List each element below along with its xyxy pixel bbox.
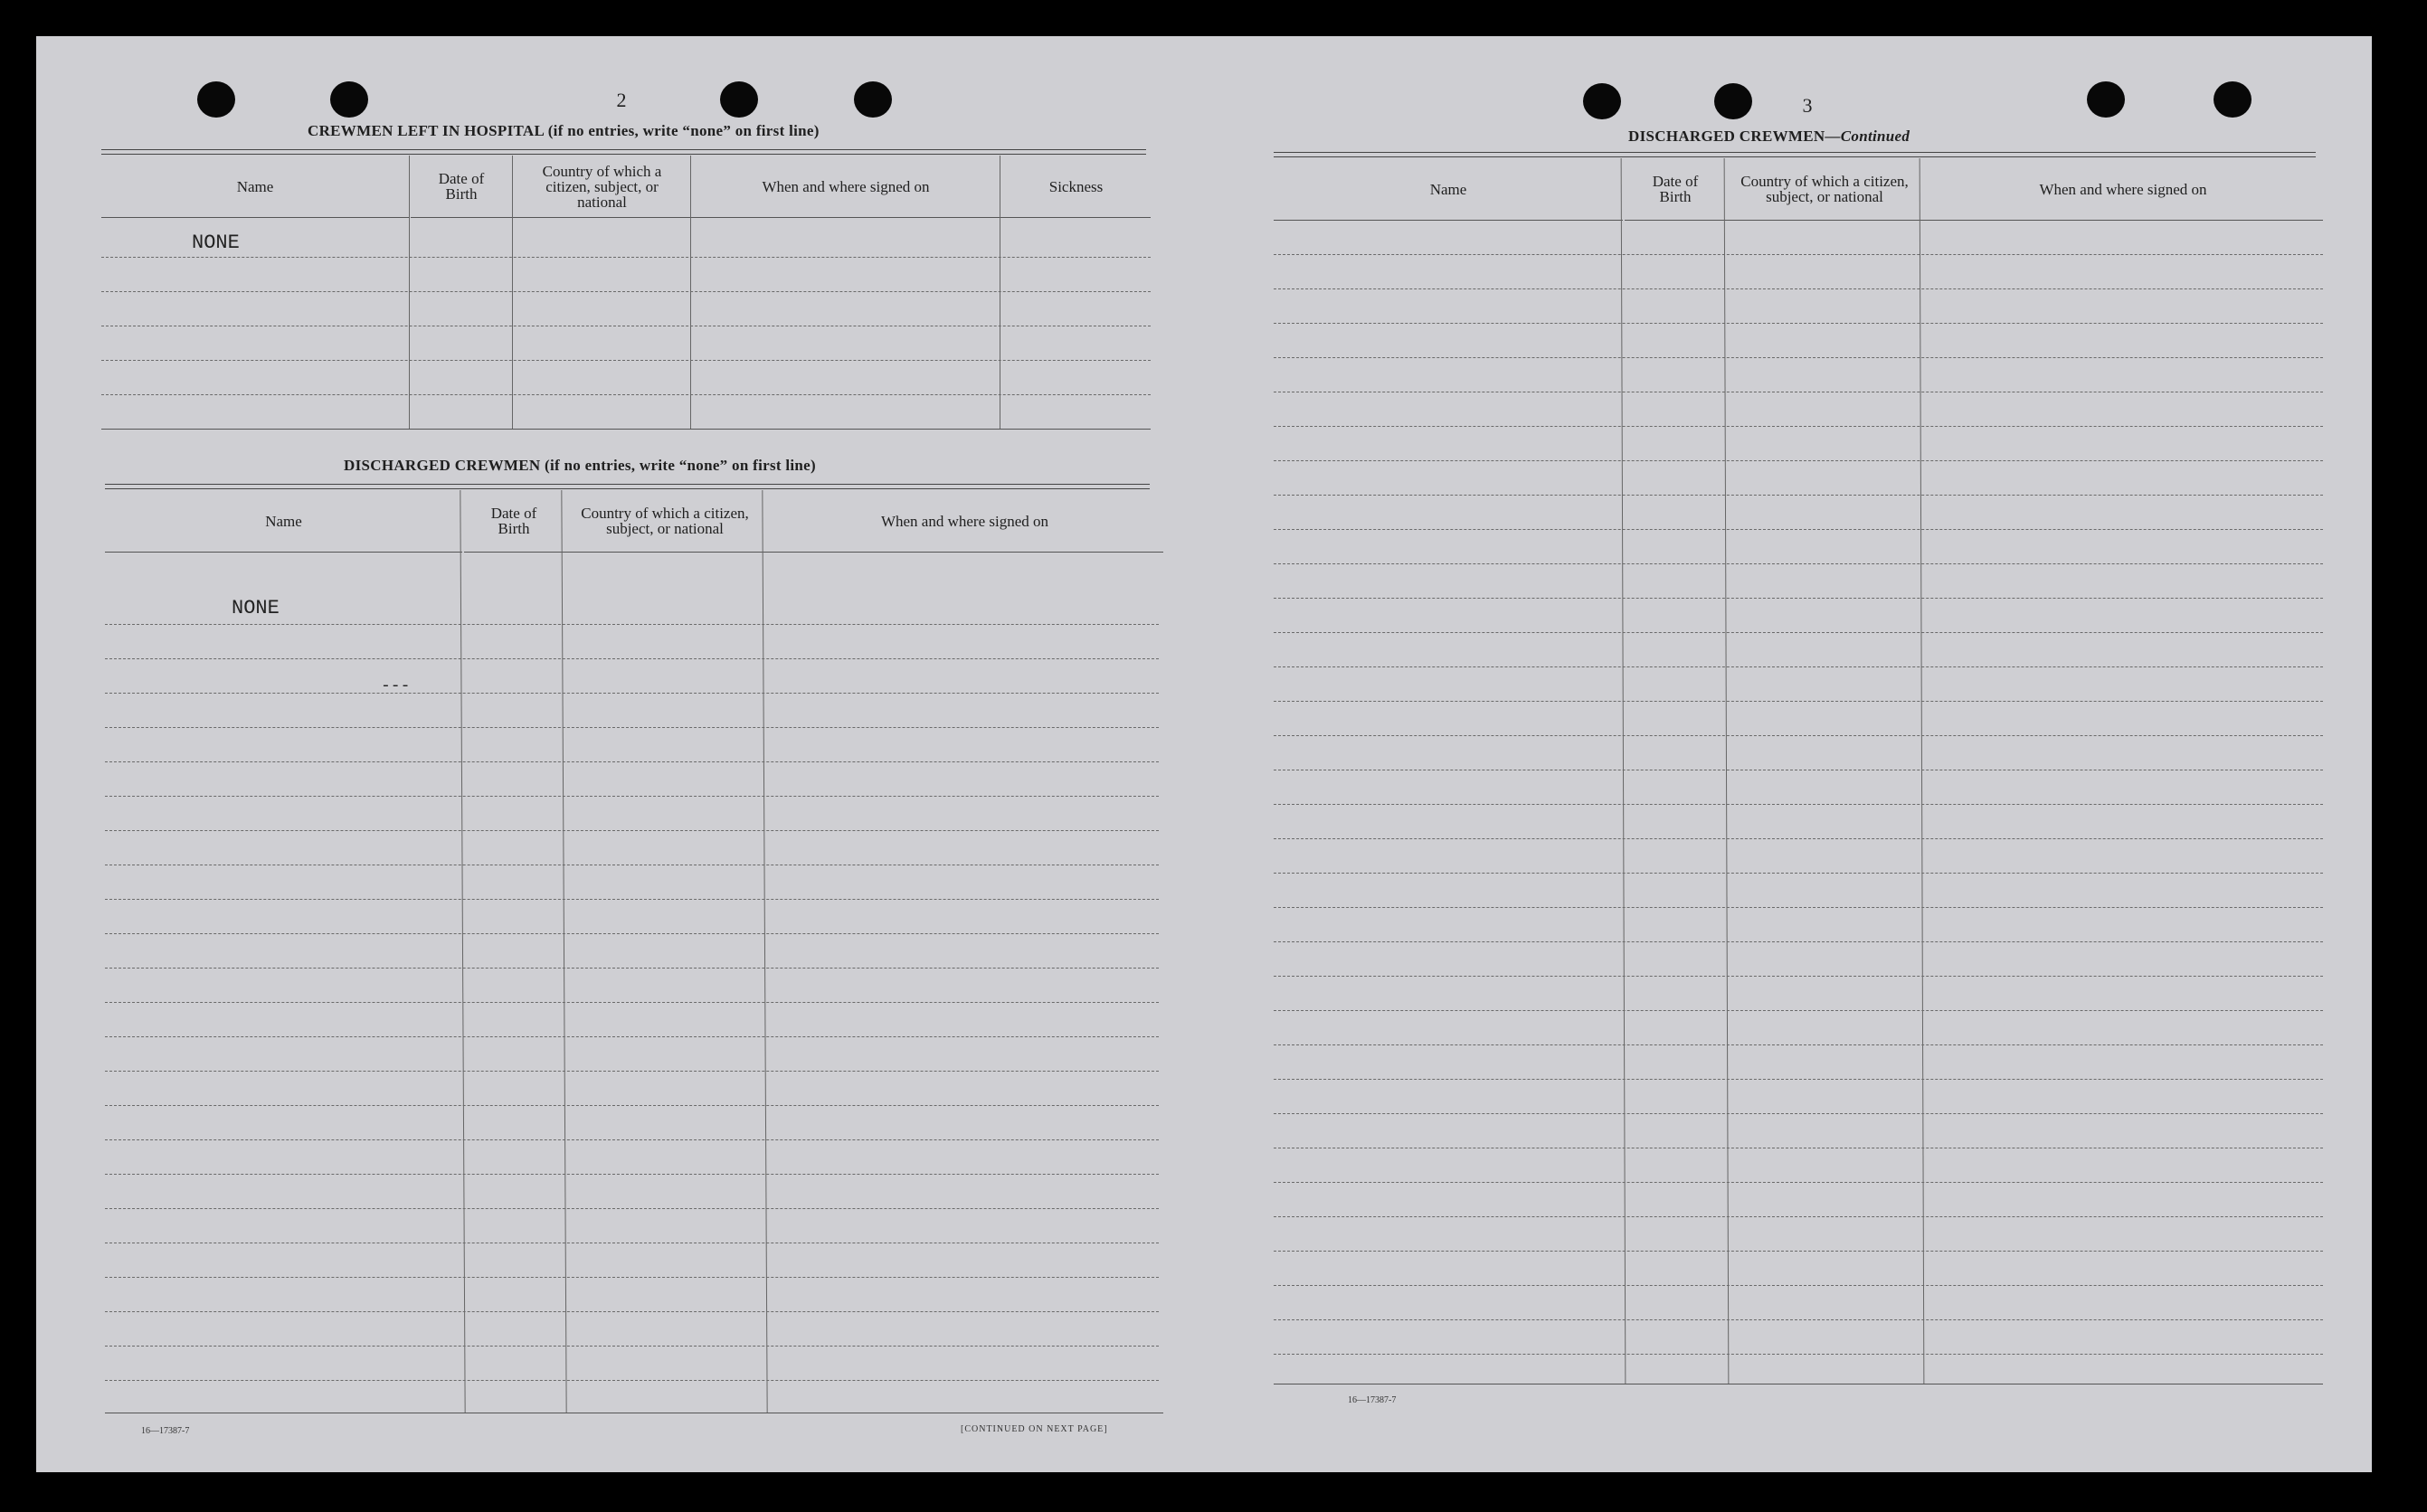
column-divider (1621, 158, 1626, 1384)
column-header-signed-on: When and where signed on (762, 177, 930, 195)
hospital-table (101, 156, 1151, 431)
row-line (1274, 495, 2323, 496)
top-rule (101, 154, 1146, 155)
column-header-country: Country of which a citizen, subject, or national (581, 505, 749, 537)
row-line (101, 394, 1151, 395)
row-line (105, 1346, 1159, 1347)
column-header-name: Name (1429, 180, 1467, 198)
row-line (105, 1277, 1159, 1278)
row-line (1274, 941, 2323, 942)
continued-label: —Continued (1825, 128, 1910, 145)
row-line (105, 899, 1159, 900)
row-line (1274, 1079, 2323, 1080)
column-header-date-of-birth: Date of Birth (438, 170, 485, 203)
row-line (1274, 288, 2323, 289)
row-line (105, 968, 1159, 969)
row-line (1274, 1216, 2323, 1217)
discharged-continued-title (1628, 128, 1910, 146)
row-line (105, 1139, 1159, 1140)
column-divider (512, 156, 513, 429)
discharged-entry-none: NONE (232, 597, 280, 619)
row-line (105, 1380, 1159, 1381)
row-line (1274, 976, 2323, 977)
row-line (1274, 1044, 2323, 1045)
row-line (1274, 735, 2323, 736)
column-header-date-of-birth: Date of Birth (1652, 173, 1699, 205)
row-line (105, 1208, 1159, 1209)
row-line (105, 1105, 1159, 1106)
column-header-sickness: Sickness (1048, 177, 1104, 195)
section-note: (if no entries, write “none” on first line) (545, 457, 816, 474)
discharged-continued-table (1274, 158, 2323, 1384)
row-line (105, 796, 1159, 797)
row-line (1274, 1354, 2323, 1355)
form-number: 16—17387-7 (1348, 1395, 1397, 1405)
row-line (1274, 1182, 2323, 1183)
row-line (105, 658, 1159, 659)
row-line (105, 830, 1159, 831)
column-divider (1920, 158, 1925, 1384)
column-divider (409, 156, 410, 429)
row-line (105, 1174, 1159, 1175)
row-line (105, 693, 1159, 694)
top-rule (105, 484, 1150, 485)
row-line (1274, 666, 2323, 667)
column-header-country: Country of which a citizen, subject, or national (542, 162, 662, 211)
section-note: (if no entries, write “none” on first line) (547, 122, 820, 139)
page-number: 2 (616, 89, 627, 111)
right-page (1203, 36, 2372, 1472)
row-line (1274, 1251, 2323, 1252)
row-line (101, 257, 1151, 258)
row-line (1274, 838, 2323, 839)
top-rule (1274, 152, 2316, 153)
row-line (105, 933, 1159, 934)
hospital-section-title (308, 122, 820, 140)
header-rule (101, 217, 409, 218)
top-rule (101, 149, 1146, 150)
header-rule (1625, 220, 2323, 221)
top-rule (1274, 156, 2316, 157)
row-line (1274, 1285, 2323, 1286)
row-line (101, 360, 1151, 361)
row-line (105, 727, 1159, 728)
column-divider (561, 490, 566, 1413)
hospital-entry-none: NONE (192, 232, 240, 254)
column-header-country: Country of which a citizen, subject, or national (1740, 173, 1909, 205)
row-line (1274, 1113, 2323, 1114)
row-line (1274, 254, 2323, 255)
row-line (1274, 701, 2323, 702)
column-divider (762, 490, 767, 1413)
row-line (1274, 804, 2323, 805)
section-title-text: DISCHARGED CREWMEN (1628, 128, 1825, 145)
row-line (1274, 460, 2323, 461)
handwritten-mark: --- (381, 677, 411, 695)
header-rule (105, 552, 462, 553)
top-rule (105, 488, 1150, 489)
row-line (1274, 357, 2323, 358)
row-line (105, 624, 1159, 625)
header-rule (411, 217, 1151, 218)
document-sheet (36, 36, 2372, 1472)
row-line (1274, 907, 2323, 908)
row-line (1274, 563, 2323, 564)
column-divider (1724, 158, 1730, 1384)
row-line (1274, 1010, 2323, 1011)
section-title-text: DISCHARGED CREWMEN (344, 457, 541, 474)
row-line (1274, 426, 2323, 427)
left-page (36, 36, 1203, 1472)
row-line (1274, 873, 2323, 874)
column-header-date-of-birth: Date of Birth (490, 505, 537, 537)
row-line (1274, 632, 2323, 633)
discharged-table (105, 490, 1163, 1413)
row-line (1274, 323, 2323, 324)
column-header-name: Name (236, 177, 274, 195)
section-title-text: CREWMEN LEFT IN HOSPITAL (308, 122, 545, 139)
bottom-rule (101, 429, 1151, 430)
row-line (105, 761, 1159, 762)
form-number: 16—17387-7 (141, 1426, 190, 1436)
row-line (1274, 529, 2323, 530)
row-line (1274, 1319, 2323, 1320)
row-line (105, 1311, 1159, 1312)
page-number: 3 (1802, 94, 1813, 117)
column-header-name: Name (265, 512, 302, 530)
row-line (101, 291, 1151, 292)
column-divider (690, 156, 691, 429)
row-line (105, 1036, 1159, 1037)
column-header-signed-on: When and where signed on (880, 512, 1049, 530)
discharged-section-title (344, 457, 816, 475)
header-rule (464, 552, 1163, 553)
header-rule (1274, 220, 1623, 221)
column-divider (460, 490, 465, 1413)
row-line (105, 1071, 1159, 1072)
column-header-signed-on: When and where signed on (2039, 180, 2207, 198)
row-line (1274, 598, 2323, 599)
row-line (105, 1002, 1159, 1003)
continued-note: [CONTINUED ON NEXT PAGE] (961, 1424, 1108, 1434)
